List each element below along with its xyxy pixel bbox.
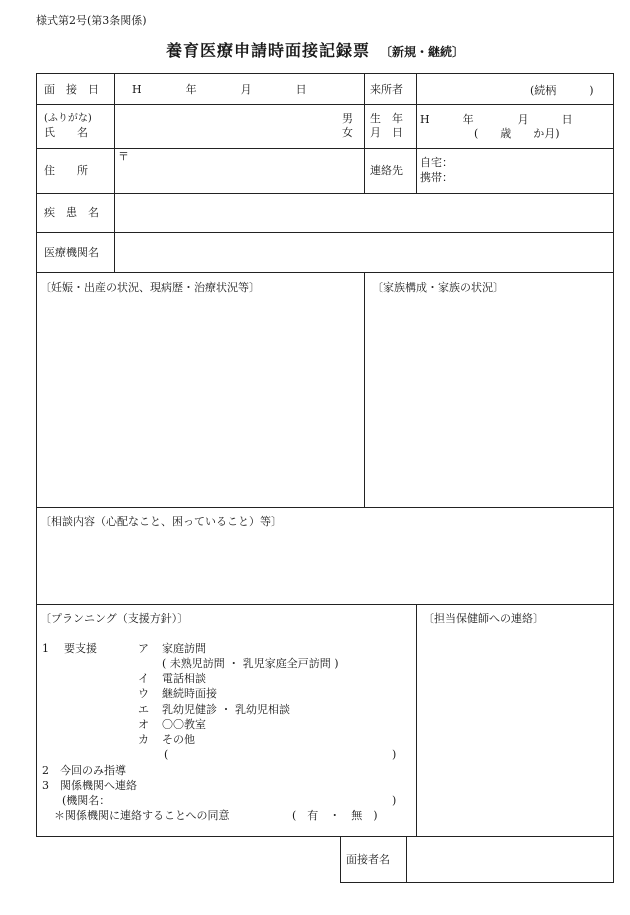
consent-label: ＊関係機関に連絡することへの同意	[54, 809, 230, 822]
page-title	[0, 38, 630, 61]
sex-male[interactable]: 男	[342, 112, 353, 125]
consultation-notes-area[interactable]	[37, 530, 612, 603]
furigana-label: (ふりがな)	[44, 113, 92, 124]
interview-date-field[interactable]: H 年 月 日	[132, 83, 307, 96]
option-u-mark: ウ	[138, 687, 149, 700]
nurse-contact-section-label: 〔担当保健師への連絡〕	[423, 612, 544, 625]
item2-once-guidance[interactable]: 2 今回のみ指導	[42, 764, 126, 777]
contact-label: 連絡先	[370, 164, 403, 177]
item3-contact-agency[interactable]: 3 関係機関へ連絡	[42, 779, 137, 792]
birth-label-bottom: 月 日	[370, 126, 403, 139]
family-notes-area[interactable]	[365, 296, 612, 506]
consent-choice[interactable]: ( 有 ・ 無 )	[292, 809, 378, 822]
item1-number: 1	[42, 642, 49, 655]
option-home-visit-detail[interactable]: ( 未熟児訪問 ・ 乳児家庭全戸訪問 )	[162, 657, 339, 670]
nurse-contact-area[interactable]	[417, 628, 612, 835]
birth-date-field[interactable]: H 年 月 日	[420, 113, 573, 126]
sex-female[interactable]: 女	[342, 126, 353, 139]
option-continued-interview[interactable]: 継続時面接	[162, 687, 217, 700]
agency-paren-close: )	[392, 794, 397, 807]
consultation-section-label: 〔相談内容（心配なこと、困っていること）等〕	[40, 515, 282, 528]
option-checkup[interactable]: 乳幼児健診 ・ 乳幼児相談	[162, 703, 290, 716]
address-label: 住 所	[44, 164, 88, 177]
address-field[interactable]	[115, 149, 363, 193]
agency-name-label: (機関名：	[62, 794, 111, 807]
other-paren-close: )	[392, 748, 397, 761]
pregnancy-notes-area[interactable]	[37, 296, 363, 506]
visitor-label: 来所者	[370, 83, 403, 96]
option-other[interactable]: その他	[162, 733, 195, 746]
age-field[interactable]: ( 歳 か月)	[474, 127, 560, 140]
option-a-mark: ア	[138, 642, 149, 655]
option-i-mark: イ	[138, 672, 149, 685]
title-text: 養育医療申請時面接記録票	[165, 41, 370, 60]
interview-date-label: 面 接 日	[44, 83, 99, 96]
birth-label-top: 生 年	[370, 112, 403, 125]
option-home-visit[interactable]: 家庭訪問	[162, 642, 206, 655]
option-phone-consult[interactable]: 電話相談	[162, 672, 206, 685]
title-sub: 〔新規・継続〕	[380, 45, 465, 59]
interviewer-name-field[interactable]	[407, 837, 612, 882]
hospital-field[interactable]	[115, 233, 613, 272]
hospital-label: 医療機関名	[44, 246, 99, 259]
name-label: 氏 名	[44, 126, 88, 139]
planning-section-label: 〔プランニング（支援方針）〕	[40, 612, 189, 625]
disease-label: 疾 患 名	[44, 206, 99, 219]
name-field[interactable]	[115, 105, 335, 148]
form-number: 様式第2号(第3条関係)	[36, 14, 147, 27]
option-ka-mark: カ	[138, 733, 149, 746]
mobile-phone-label: 携帯：	[420, 171, 453, 184]
interviewer-label: 面接者名	[346, 853, 390, 866]
home-phone-label: 自宅：	[420, 156, 453, 169]
other-paren-open: (	[164, 748, 169, 761]
option-class[interactable]: 〇〇教室	[162, 718, 206, 731]
visitor-field[interactable]: (続柄 )	[530, 84, 594, 97]
item1-label[interactable]: 要支援	[64, 642, 97, 655]
disease-field[interactable]	[115, 194, 613, 232]
option-e-mark: エ	[138, 703, 149, 716]
family-section-label: 〔家族構成・家族の状況〕	[372, 281, 504, 294]
postal-mark: 〒	[118, 150, 129, 163]
option-o-mark: オ	[138, 718, 149, 731]
pregnancy-section-label: 〔妊娠・出産の状況、現病歴・治療状況等〕	[40, 281, 260, 294]
